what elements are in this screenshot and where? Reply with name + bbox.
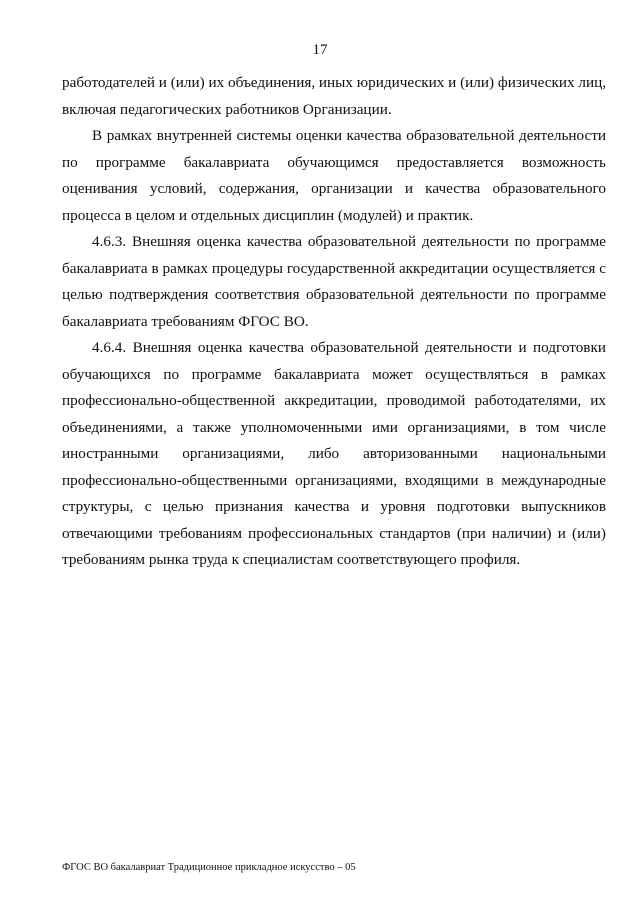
paragraph-4-6-3: 4.6.3. Внешняя оценка качества образовательной деятельности по программе бакалавриата в рамках процедуры государственной аккредитации осуществляется с целью подтверждения соответствия образовательной деятельности по программе бакалавриата требованиям ФГОС ВО. xyxy=(62,233,606,330)
paragraph-4-6-4: 4.6.4. Внешняя оценка качества образовательной деятельности и подготовки обучающихся по программе бакалавриата может осуществляться в рамках профессионально-общественной аккредитации, проводимой работодателями, их объединениями, а также уполномоченными ими организациями, в том числе иностранными организациями, либо авторизованными национальными профессионально-общественными организациями, входящими в международные структуры, с целью признания качества и уровня подготовки выпускников отвечающими требованиям профессиональных стандартов (при наличии) и (или) требованиям рынка труда к специалистам соответствующего профиля. xyxy=(62,339,606,568)
page-number: 17 xyxy=(312,42,328,58)
page-footer: ФГОС ВО бакалавриат Традиционное прикладное искусство – 05 xyxy=(62,862,356,873)
paragraph-continuation: работодателей и (или) их объединения, иных юридических и (или) физических лиц, включая педагогических работников Организации. xyxy=(62,74,606,118)
paragraph-internal-assessment: В рамках внутренней системы оценки качества образовательной деятельности по программе бакалавриата обучающимся предоставляется возможность оценивания условий, содержания, организации и качества образовательного процесса в целом и отдельных дисциплин (модулей) и практик. xyxy=(62,127,606,224)
document-body xyxy=(62,70,606,574)
